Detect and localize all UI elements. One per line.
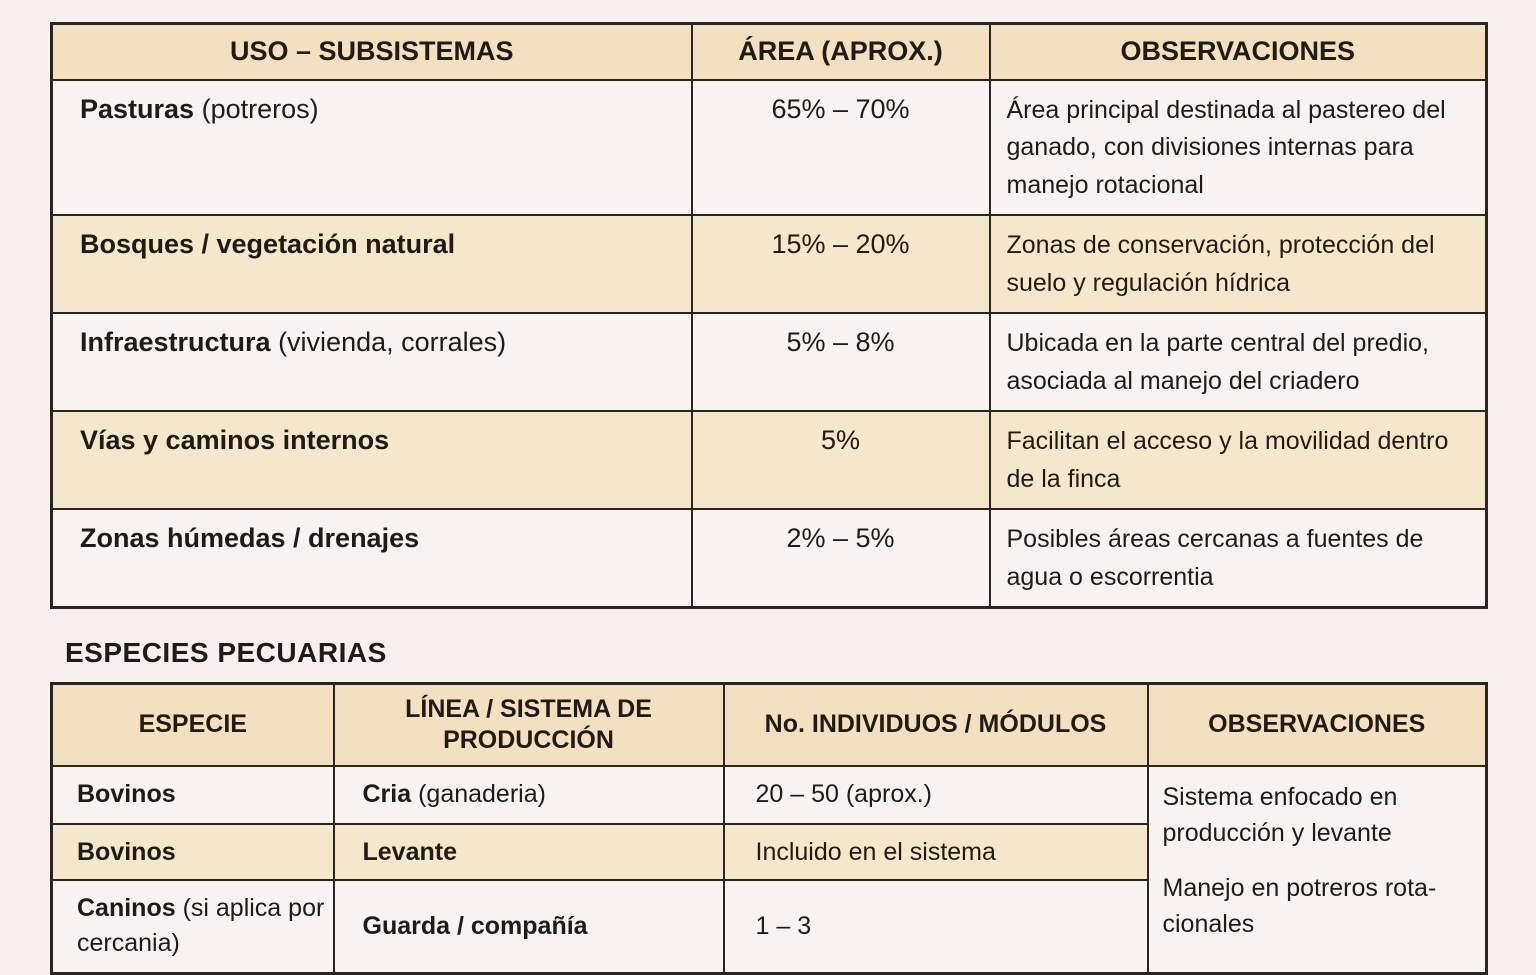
production-line-cell <box>334 880 724 973</box>
line-label: Levante <box>362 837 457 866</box>
area-cell: 65% – 70% <box>692 80 990 216</box>
column-header-observaciones: OBSERVACIONES <box>1148 684 1487 766</box>
observation-line: Sistema enfocado en producción y levante <box>1162 782 1398 847</box>
livestock-table <box>50 682 1488 975</box>
species-cell <box>52 880 334 973</box>
species-label: Bovinos <box>77 780 176 809</box>
use-cell <box>52 411 692 509</box>
use-label: Pasturas <box>80 93 195 124</box>
area-cell: 5% <box>692 411 990 509</box>
use-cell <box>52 313 692 411</box>
land-use-row-zonas-humedas <box>52 509 1487 608</box>
observations-cell: Ubicada en la parte central del predio, asociada al manejo del criadero <box>990 313 1487 411</box>
species-label: Bovinos <box>77 837 176 866</box>
observations-merged-cell <box>1148 766 1487 974</box>
production-line-cell <box>334 766 724 825</box>
column-header-uso-subsistemas: USO – SUBSISTEMAS <box>52 24 692 80</box>
area-cell: 2% – 5% <box>692 509 990 608</box>
area-cell: 5% – 8% <box>692 313 990 411</box>
use-label: Vías y caminos internos <box>80 425 390 455</box>
species-label: Caninos <box>77 894 176 923</box>
use-label-detail: (vivienda, corrales) <box>270 327 507 357</box>
area-cell: 15% – 20% <box>692 215 990 313</box>
observation-line: Manejo en potreros rotacionales <box>1162 874 1437 939</box>
use-label: Bosques / vegetación natural <box>80 229 456 259</box>
use-label-detail: (potreros) <box>194 93 319 124</box>
column-header-individuos-modulos: No. INDIVIDUOS / MÓDULOS <box>724 684 1148 766</box>
observations-cell: Zonas de conservación, protección del suelo y regulación hídrica <box>990 215 1487 313</box>
livestock-row-bovinos-cria <box>52 766 1487 825</box>
observations-cell: Área principal destinada al pastereo del ganado, con divisiones internas para manejo rotacional <box>990 80 1487 216</box>
line-label-detail: (ganaderia) <box>411 780 546 809</box>
species-cell <box>52 766 334 825</box>
land-use-table <box>50 22 1488 609</box>
section-title-especies-pecuarias: ESPECIES PECUARIAS <box>65 637 387 668</box>
count-cell: 1 – 3 <box>724 880 1148 973</box>
column-header-linea-sistema: LÍNEA / SISTEMA DE PRODUCCIÓN <box>334 684 724 766</box>
use-cell <box>52 509 692 608</box>
land-use-row-pasturas <box>52 80 1487 216</box>
use-label: Infraestructura <box>80 327 271 357</box>
observations-cell: Posibles áreas cercanas a fuentes de agua o escorrentia <box>990 509 1487 608</box>
land-use-row-infraestructura <box>52 313 1487 411</box>
land-use-header-row <box>52 24 1487 80</box>
count-cell: Incluido en el sistema <box>724 824 1148 880</box>
use-cell <box>52 80 692 216</box>
production-line-cell <box>334 824 724 880</box>
species-cell <box>52 824 334 880</box>
use-cell <box>52 215 692 313</box>
count-cell: 20 – 50 (aprox.) <box>724 766 1148 825</box>
column-header-especie: ESPECIE <box>52 684 334 766</box>
species-label-detail: (si aplica por cercania) <box>77 894 325 958</box>
livestock-header-row <box>52 684 1487 766</box>
column-header-area-aprox: ÁREA (APROX.) <box>692 24 990 80</box>
land-use-row-vias <box>52 411 1487 509</box>
land-use-row-bosques <box>52 215 1487 313</box>
line-label: Cria <box>362 780 412 809</box>
observations-cell: Facilitan el acceso y la movilidad dentro de la finca <box>990 411 1487 509</box>
document-page <box>0 22 1536 956</box>
use-label: Zonas húmedas / drenajes <box>80 523 420 553</box>
column-header-observaciones: OBSERVACIONES <box>990 24 1487 80</box>
line-label: Guarda / compañía <box>362 911 588 940</box>
